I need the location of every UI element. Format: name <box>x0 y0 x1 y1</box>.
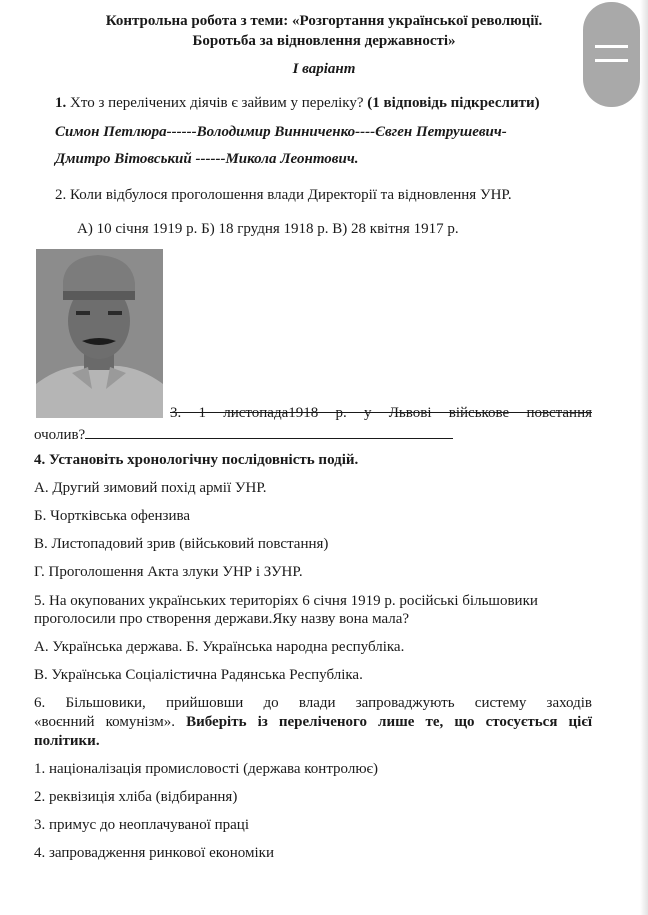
question-5-line-2: проголосили про створення держави.Яку назву вона мала? <box>34 611 410 627</box>
question-4-option-c[interactable]: В. Листопадовий зрив (військовий повстання) <box>34 536 329 552</box>
question-6-option-4[interactable]: 4. запровадження ринкової економіки <box>34 845 274 861</box>
question-6-option-1[interactable]: 1. націоналізація промисловості (держава контролює) <box>34 761 378 777</box>
question-6-text-1: 6. Більшовики, прийшовши до влади запроваджують систему заходів <box>34 695 592 711</box>
question-3-prompt: очолив? <box>34 427 86 443</box>
question-6-line-1 <box>34 695 592 712</box>
page-edge-shadow <box>640 0 648 915</box>
question-1 <box>55 95 540 112</box>
question-6-line-3: політики. <box>34 733 100 749</box>
question-3-text: 3. 1 листопада1918 р. у Львові військове повстання <box>170 405 592 421</box>
title-line-1: Контрольна робота з теми: «Розгортання української революції. <box>105 13 543 29</box>
question-1-text: Хто з перелічених діячів є зайвим у переліку? <box>70 95 364 111</box>
question-4-title: 4. Установіть хронологічну послідовність подій. <box>34 452 359 468</box>
question-3-line-2 <box>34 424 453 444</box>
question-2: 2. Коли відбулося проголошення влади Директорії та відновлення УНР. <box>55 187 512 203</box>
question-6-instruction: Виберіть із переліченого лише те, що стосується цієї <box>186 714 592 730</box>
question-4-option-d[interactable]: Г. Проголошення Акта злуки УНР і ЗУНР. <box>34 564 303 580</box>
question-6-line-2 <box>34 714 592 731</box>
question-1-number: 1. <box>55 95 67 111</box>
title-line-2: Боротьба за відновлення державності» <box>192 33 456 49</box>
portrait-photo <box>36 249 163 418</box>
variant-label: I варіант <box>292 61 356 77</box>
question-5-options-line-1[interactable]: А. Українська держава. Б. Українська народна республіка. <box>34 639 405 655</box>
question-5-options-line-2[interactable]: В. Українська Соціалістична Радянська Республіка. <box>34 667 363 683</box>
question-5-line-1: 5. На окупованих українських територіях 6 січня 1919 р. російські більшовики <box>34 593 538 609</box>
question-3-answer-blank[interactable] <box>85 424 453 439</box>
question-6-option-3[interactable]: 3. примус до неоплачуваної праці <box>34 817 250 833</box>
question-3-line-1 <box>170 405 592 422</box>
question-6-text-2: «воєнний комунізм». <box>34 714 175 730</box>
question-6-option-2[interactable]: 2. реквізиція хліба (відбирання) <box>34 789 238 805</box>
question-2-options[interactable]: А) 10 січня 1919 р. Б) 18 грудня 1918 р. В) 28 квітня 1917 р. <box>77 221 459 237</box>
question-4-option-a[interactable]: А. Другий зимовий похід армії УНР. <box>34 480 267 496</box>
question-1-names-line-2[interactable]: Дмитро Вітовський ------Микола Леонтович. <box>55 151 359 167</box>
question-1-names-line-1[interactable]: Симон Петлюра------Володимир Винниченко----Євген Петрушевич- <box>55 124 507 140</box>
question-1-note: (1 відповідь підкреслити) <box>367 95 540 111</box>
question-4-option-b[interactable]: Б. Чортківська офензива <box>34 508 191 524</box>
